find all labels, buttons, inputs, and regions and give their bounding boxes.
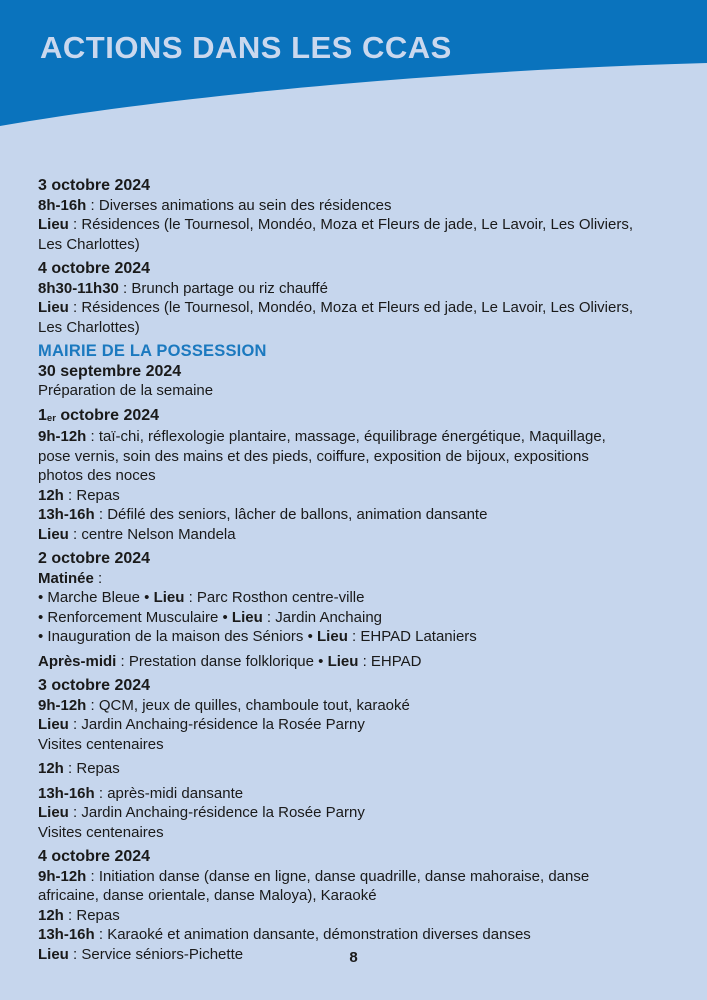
text-segment: : Service séniors-Pichette — [68, 945, 244, 963]
text-segment: : QCM, jeux de quilles, chamboule tout, karaoké — [86, 696, 410, 714]
text-segment: 8h-16h — [38, 196, 87, 214]
text-segment: : après-midi dansante — [94, 784, 244, 802]
text-segment: Lieu — [327, 652, 359, 670]
schedule-line — [38, 342, 678, 362]
text-segment: Lieu — [38, 804, 69, 821]
schedule-line — [38, 906, 678, 926]
text-segment: • Inauguration de la maison des Séniors • — [38, 628, 318, 645]
text-segment: 4 octobre 2024 — [38, 260, 151, 277]
schedule-line — [38, 867, 678, 887]
text-segment: : Défilé des seniors, lâcher de ballons, animation dansante — [94, 506, 488, 523]
text-segment: 13h-16h — [38, 506, 95, 523]
text-segment: : Repas — [63, 906, 120, 924]
schedule-line — [38, 627, 678, 647]
text-segment: Lieu — [38, 945, 69, 963]
page-title: ACTIONS DANS LES CCAS — [40, 30, 452, 65]
schedule-line — [38, 759, 678, 779]
text-segment: Lieu — [231, 608, 263, 626]
schedule — [38, 176, 678, 964]
text-segment: Lieu — [153, 589, 185, 606]
text-segment: : taï-chi, réflexologie plantaire, massage, équilibrage énergétique, Maquillage, — [86, 428, 606, 445]
text-segment: 4 octobre 2024 — [38, 848, 151, 865]
text-segment: : — [93, 569, 103, 587]
text-segment: • Marche Bleue • — [38, 589, 154, 606]
text-segment: : Jardin Anchaing — [262, 608, 383, 626]
text-segment: Les Charlottes) — [38, 318, 140, 336]
text-segment: : Karaoké et animation dansante, démonstration diverses danses — [94, 926, 531, 943]
text-segment: Lieu — [38, 716, 69, 733]
schedule-block — [38, 406, 678, 545]
schedule-line — [38, 196, 678, 216]
text-segment: africaine, danse orientale, danse Maloya), Karaoké — [38, 887, 377, 904]
schedule-line — [38, 427, 678, 447]
text-segment: • Renforcement Musculaire • — [38, 608, 232, 626]
text-segment: Après-midi — [38, 652, 117, 670]
text-segment: Visites centenaires — [38, 735, 164, 753]
schedule-line — [38, 652, 678, 672]
text-segment: : EHPAD Lataniers — [347, 628, 477, 645]
schedule-line — [38, 279, 678, 299]
text-segment: Les Charlottes) — [38, 235, 140, 253]
text-segment: 2 octobre 2024 — [38, 550, 151, 567]
schedule-line — [38, 803, 678, 823]
text-segment: Lieu — [38, 299, 69, 316]
text-segment: : Parc Rosthon centre-ville — [184, 589, 365, 606]
schedule-line — [38, 259, 678, 279]
schedule-block — [38, 847, 678, 964]
schedule-line — [38, 362, 678, 382]
schedule-line — [38, 318, 678, 338]
schedule-line — [38, 549, 678, 569]
text-segment: : Jardin Anchaing-résidence la Rosée Parny — [68, 804, 365, 821]
text-segment: : centre Nelson Mandela — [68, 525, 236, 543]
text-segment: : Jardin Anchaing-résidence la Rosée Parny — [68, 716, 365, 733]
text-segment: er — [46, 412, 56, 424]
text-segment: pose vernis, soin des mains et des pieds, coiffure, exposition de bijoux, expositions — [38, 447, 589, 465]
schedule-line — [38, 696, 678, 716]
text-segment: 9h-12h — [38, 867, 87, 885]
text-segment: 8h30-11h30 — [38, 279, 119, 297]
schedule-line — [38, 588, 678, 608]
schedule-line — [38, 676, 678, 696]
schedule-line — [38, 569, 678, 589]
schedule-line — [38, 886, 678, 906]
text-segment: 3 octobre 2024 — [38, 177, 151, 194]
text-segment: : Résidences (le Tournesol, Mondéo, Moza et Fleurs de jade, Le Lavoir, Les Oliviers, — [68, 216, 634, 233]
text-segment: Lieu — [317, 628, 348, 645]
schedule-line — [38, 823, 678, 843]
text-segment: Préparation de la semaine — [38, 382, 214, 399]
schedule-block — [38, 759, 678, 779]
schedule-line — [38, 525, 678, 545]
text-segment: 3 octobre 2024 — [38, 677, 151, 694]
schedule-line — [38, 608, 678, 628]
text-segment: octobre 2024 — [55, 406, 160, 424]
text-segment: Matinée — [38, 569, 94, 587]
schedule-block — [38, 342, 678, 401]
text-segment: Visites centenaires — [38, 823, 164, 841]
text-segment: 9h-12h — [38, 696, 87, 714]
schedule-block — [38, 652, 678, 672]
schedule-line — [38, 176, 678, 196]
page-number: 8 — [349, 949, 358, 966]
schedule-line — [38, 466, 678, 486]
schedule-line — [38, 505, 678, 525]
text-segment: 13h-16h — [38, 926, 95, 943]
text-segment: : Résidences (le Tournesol, Mondéo, Moza et Fleurs ed jade, Le Lavoir, Les Oliviers, — [68, 299, 634, 316]
schedule-line — [38, 215, 678, 235]
text-segment: : Diverses animations au sein des résidences — [86, 196, 392, 214]
text-segment: 12h — [38, 760, 64, 777]
text-segment: : EHPAD — [358, 652, 422, 670]
schedule-line — [38, 381, 678, 401]
schedule-block — [38, 784, 678, 843]
schedule-line — [38, 235, 678, 255]
text-segment: Lieu — [38, 525, 69, 543]
schedule-line — [38, 715, 678, 735]
schedule-line — [38, 784, 678, 804]
text-segment: 13h-16h — [38, 784, 95, 802]
schedule-line — [38, 447, 678, 467]
text-segment: 9h-12h — [38, 428, 87, 445]
text-segment: 1 — [38, 406, 47, 424]
schedule-line — [38, 847, 678, 867]
schedule-line — [38, 486, 678, 506]
text-segment: 30 septembre 2024 — [38, 362, 182, 380]
schedule-block — [38, 549, 678, 647]
schedule-block — [38, 676, 678, 754]
text-segment: MAIRIE DE LA POSSESSION — [38, 342, 267, 360]
text-segment: : Brunch partage ou riz chauffé — [118, 279, 328, 297]
text-segment: photos des noces — [38, 467, 156, 484]
schedule-block — [38, 176, 678, 254]
text-segment: 12h — [38, 486, 64, 504]
text-segment: : Initiation danse (danse en ligne, danse quadrille, danse mahoraise, danse — [86, 867, 590, 885]
schedule-block — [38, 259, 678, 337]
text-segment: : Repas — [63, 486, 120, 504]
schedule-line — [38, 406, 678, 428]
text-segment: 12h — [38, 906, 64, 924]
text-segment: Lieu — [38, 216, 69, 233]
text-segment: : Prestation danse folklorique • — [116, 652, 328, 670]
text-segment: : Repas — [63, 760, 120, 777]
schedule-line — [38, 298, 678, 318]
schedule-line — [38, 735, 678, 755]
schedule-line — [38, 925, 678, 945]
